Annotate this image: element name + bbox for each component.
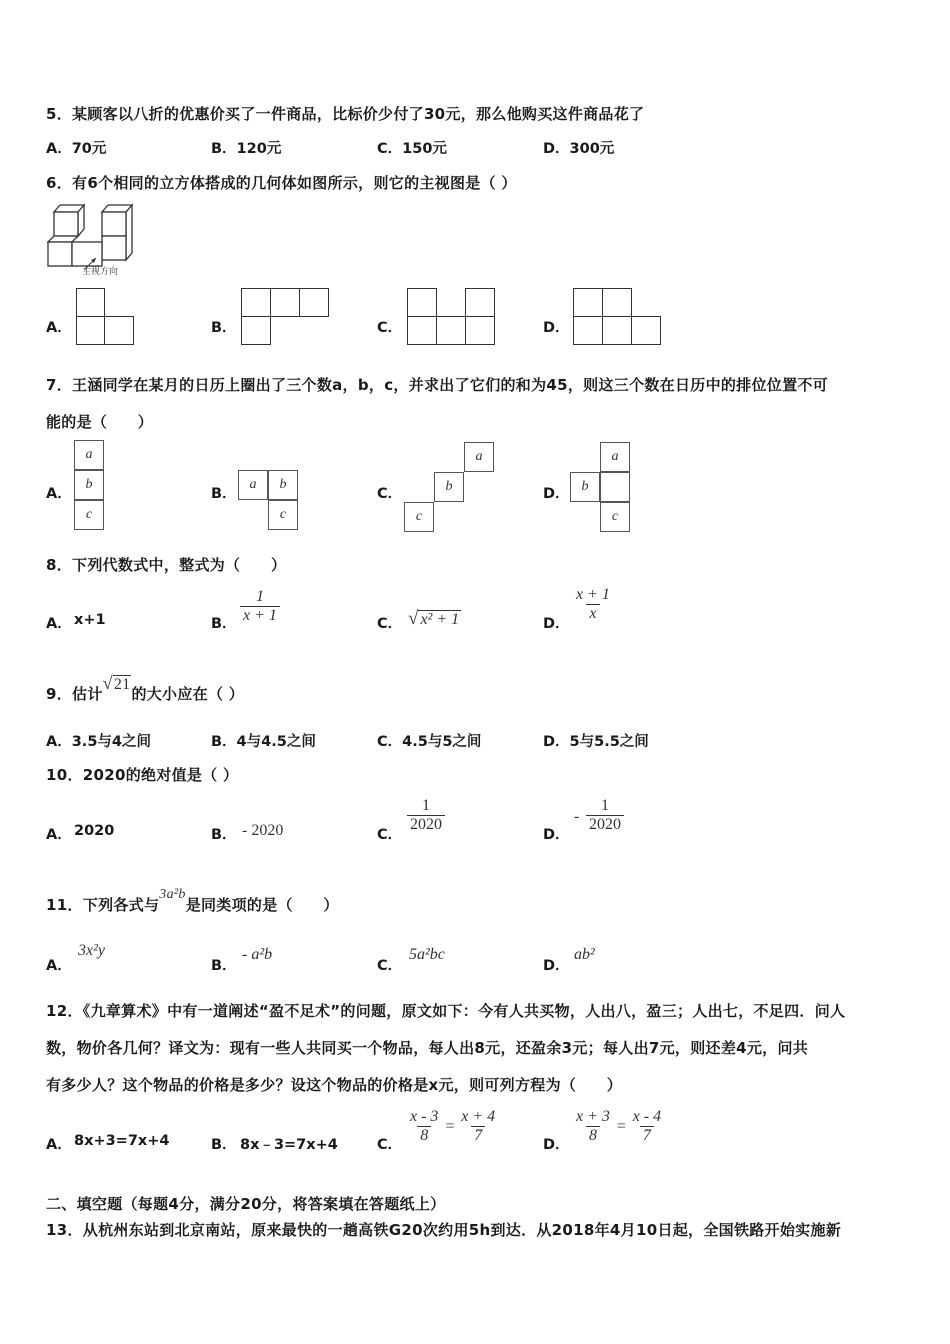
- q8-option-d-label: D．: [543, 616, 570, 632]
- q9-option-c: C．4.5与5之间: [377, 734, 482, 750]
- q12-stem-line3: 有多少人？这个物品的价格是多少？设这个物品的价格是x元，则可列方程为（ ）: [46, 1076, 623, 1094]
- q9-option-a: A．3.5与4之间: [46, 734, 151, 750]
- q10-option-d-sign: -: [574, 808, 580, 825]
- q12-stem-line1: 12．《九章算术》中有一道阐述“盈不足术”的问题，原文如下：今有人共买物，人出八，盈三；人出七，不足四．问人: [46, 1002, 846, 1020]
- q6-option-a-label: A．: [46, 320, 72, 336]
- q12-option-d-label: D．: [543, 1137, 570, 1153]
- q7-option-b-label: B．: [211, 486, 237, 502]
- q10-stem: 10．2020的绝对值是（ ）: [46, 766, 239, 784]
- q7-option-d-label: D．: [543, 486, 570, 502]
- q6-option-d-label: D．: [543, 320, 570, 336]
- q12-option-b-label: B．: [211, 1137, 237, 1153]
- q10-option-d-label: D．: [543, 827, 570, 843]
- q11-option-d-expr: ab²: [574, 946, 595, 963]
- q11-option-c-label: C．: [377, 958, 403, 974]
- q12-option-c-equation: $\frac{x - 3}{8}$ = $\frac{x + 4}{7}$: [410, 1108, 496, 1144]
- q12-option-b-equation: 8x﹣3=7x+4: [240, 1137, 338, 1153]
- q10-option-a-label: A．: [46, 827, 72, 843]
- q8-option-c-label: C．: [377, 616, 403, 632]
- q6-option-c-label: C．: [377, 320, 403, 336]
- q7-option-a-label: A．: [46, 486, 72, 502]
- q10-option-b-value: - 2020: [242, 822, 284, 839]
- section2-heading: 二、填空题（每题4分，满分20分，将答案填在答题纸上）: [46, 1195, 446, 1213]
- q10-option-d-fraction: $\frac{1}{2020}$: [586, 797, 624, 834]
- q8-option-a-expr: x+1: [74, 612, 106, 628]
- q11-option-b-expr: - a²b: [242, 946, 273, 963]
- q12-stem-line2: 数，物价各几何？译文为：现有一些人共同买一个物品，每人出8元，还盈余3元；每人出7元，则还差4元，问共: [46, 1039, 809, 1057]
- q8-option-d-fraction: $\frac{x + 1}{x}$: [576, 586, 610, 622]
- q7-stem-line1: 7．王涵同学在某月的日历上圈出了三个数a，b，c，并求出了它们的和为45，则这三个数在日历中的排位位置不可: [46, 376, 828, 394]
- q10-option-a-value: 2020: [74, 823, 115, 839]
- q8-option-c-radical: √ x² + 1: [408, 608, 460, 629]
- q5-option-c: C．150元: [377, 141, 447, 157]
- q12-option-c-label: C．: [377, 1137, 403, 1153]
- q11-option-a-label: A．: [46, 958, 72, 974]
- q5-stem: 5．某顾客以八折的优惠价买了一件商品，比标价少付了30元，那么他购买这件商品花了: [46, 105, 645, 123]
- q8-option-b-fraction: $\frac{1}{x + 1}$: [240, 588, 280, 625]
- q13-stem: 13．从杭州东站到北京南站，原来最快的一趟高铁G20次约用5h到达．从2018年4月10日起，全国铁路开始实施新: [46, 1221, 842, 1239]
- q7-option-c-label: C．: [377, 486, 403, 502]
- q12-option-d-equation: $\frac{x + 3}{8}$ = $\frac{x - 4}{7}$: [576, 1108, 662, 1144]
- q9-option-b: B．4与4.5之间: [211, 734, 316, 750]
- q12-option-a-label: A．: [46, 1137, 72, 1153]
- q6-stem: 6．有6个相同的立方体搭成的几何体如图所示，则它的主视图是（ ）: [46, 174, 517, 192]
- q7-stem-line2: 能的是（ ）: [46, 413, 154, 431]
- q11-stem: 11．下列各式与3a²b是同类项的是（ ）: [46, 887, 339, 914]
- q8-stem: 8．下列代数式中，整式为（ ）: [46, 556, 287, 574]
- q8-option-b-label: B．: [211, 616, 237, 632]
- q11-option-b-label: B．: [211, 958, 237, 974]
- q10-option-c-fraction: $\frac{1}{2020}$: [407, 797, 445, 834]
- q5-option-d: D．300元: [543, 141, 615, 157]
- q6-view-direction-label: 主视方向: [82, 267, 119, 277]
- q9-stem: 9．估计√21的大小应在（ ）: [46, 673, 245, 703]
- q8-option-a-label: A．: [46, 616, 72, 632]
- q11-option-a-expr: 3x²y: [78, 942, 105, 959]
- q9-option-d: D．5与5.5之间: [543, 734, 649, 750]
- q6-option-b-label: B．: [211, 320, 237, 336]
- q5-option-a: A．70元: [46, 141, 107, 157]
- q5-option-b: B．120元: [211, 141, 282, 157]
- q10-option-b-label: B．: [211, 827, 237, 843]
- q12-option-a-equation: 8x+3=7x+4: [74, 1133, 170, 1149]
- q11-option-d-label: D．: [543, 958, 570, 974]
- q10-option-c-label: C．: [377, 827, 403, 843]
- q11-option-c-expr: 5a²bc: [409, 946, 445, 963]
